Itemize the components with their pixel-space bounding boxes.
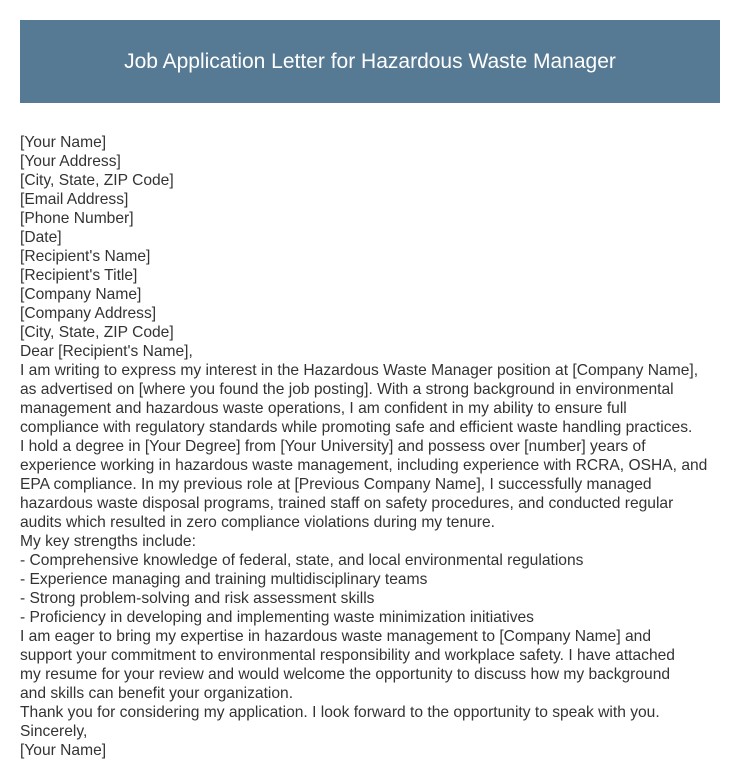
- recipient-address: [Company Address]: [20, 305, 157, 322]
- strengths-list: [20, 551, 725, 627]
- paragraph-line: EPA compliance. In my previous role at [Previous Company Name], I successfully managed: [20, 476, 652, 493]
- sender-phone: [Phone Number]: [20, 210, 134, 227]
- list-item: - Strong problem-solving and risk assessment skills: [20, 590, 375, 607]
- recipient-name: [Recipient's Name]: [20, 248, 151, 265]
- sender-email: [Email Address]: [20, 191, 129, 208]
- recipient-city: [City, State, ZIP Code]: [20, 324, 174, 341]
- page-header: [20, 20, 720, 103]
- paragraph-line: compliance with regulatory standards while promoting safe and efficient waste handling practices.: [20, 419, 693, 436]
- sender-city: [City, State, ZIP Code]: [20, 172, 174, 189]
- list-item: - Experience managing and training multidisciplinary teams: [20, 571, 428, 588]
- list-item: - Comprehensive knowledge of federal, state, and local environmental regulations: [20, 552, 584, 569]
- paragraph-line: audits which resulted in zero compliance violations during my tenure.: [20, 514, 495, 531]
- paragraph-intro: [20, 361, 725, 437]
- signoff: Sincerely,: [20, 723, 88, 740]
- list-item: - Proficiency in developing and implementing waste minimization initiatives: [20, 609, 534, 626]
- salutation: Dear [Recipient's Name],: [20, 343, 193, 360]
- letter-date: [Date]: [20, 229, 62, 246]
- signature: [Your Name]: [20, 742, 107, 759]
- sender-name: [Your Name]: [20, 134, 107, 151]
- paragraph-line: and skills can benefit your organization.: [20, 685, 294, 702]
- recipient-company: [Company Name]: [20, 286, 142, 303]
- paragraph-line: I am writing to express my interest in the Hazardous Waste Manager position at [Company Name],: [20, 362, 699, 379]
- sender-address: [Your Address]: [20, 153, 121, 170]
- closing-line: Thank you for considering my application. I look forward to the opportunity to speak with you.: [20, 704, 660, 721]
- paragraph-line: management and hazardous waste operations, I am confident in my ability to ensure full: [20, 400, 627, 417]
- letter-body: [20, 133, 725, 760]
- paragraph-line: I am eager to bring my expertise in hazardous waste management to [Company Name] and: [20, 628, 652, 645]
- paragraph-line: support your commitment to environmental responsibility and workplace safety. I have attached: [20, 647, 675, 664]
- strengths-intro: My key strengths include:: [20, 533, 196, 550]
- paragraph-line: hazardous waste disposal programs, trained staff on safety procedures, and conducted regular: [20, 495, 674, 512]
- paragraph-experience: [20, 437, 725, 532]
- page-title: Job Application Letter for Hazardous Waste Manager: [124, 49, 616, 73]
- paragraph-line: my resume for your review and would welcome the opportunity to discuss how my background: [20, 666, 671, 683]
- recipient-title: [Recipient's Title]: [20, 267, 138, 284]
- paragraph-line: experience working in hazardous waste management, including experience with RCRA, OSHA, and: [20, 457, 708, 474]
- recipient-block: [20, 247, 725, 342]
- paragraph-line: as advertised on [where you found the job posting]. With a strong background in environmental: [20, 381, 674, 398]
- paragraph-line: I hold a degree in [Your Degree] from [Your University] and possess over [number] years of: [20, 438, 646, 455]
- paragraph-eager: [20, 627, 725, 703]
- sender-block: [20, 133, 725, 228]
